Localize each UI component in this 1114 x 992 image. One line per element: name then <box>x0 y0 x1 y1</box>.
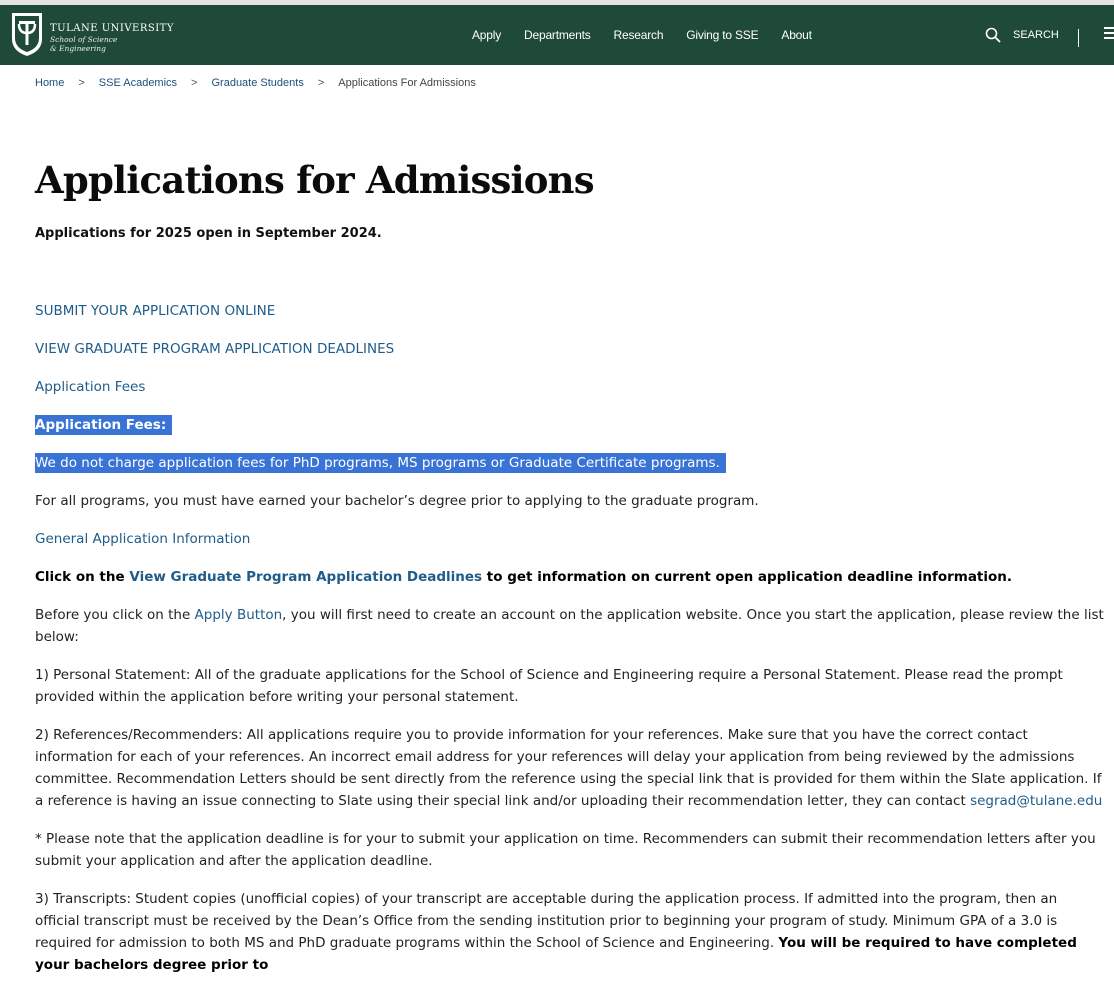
breadcrumb <box>35 77 476 89</box>
view-deadlines-link[interactable]: VIEW GRADUATE PROGRAM APPLICATION DEADLINES <box>35 341 395 357</box>
before-text-post: , you will first need to create an account on the application website. Once you start the application, please review the list below: <box>35 607 1104 645</box>
page-subhead: Applications for 2025 open in September 2024. <box>35 226 382 241</box>
general-info-link[interactable]: General Application Information <box>35 531 251 547</box>
breadcrumb-separator: > <box>317 77 325 89</box>
bachelor-requirement: For all programs, you must have earned your bachelor’s degree prior to applying to the graduate program. <box>35 493 759 509</box>
header-divider <box>1078 29 1079 47</box>
shield-logo-icon <box>10 11 44 57</box>
fees-heading-selected: Application Fees: <box>35 415 172 435</box>
personal-statement-item: 1) Personal Statement: All of the graduate applications for the School of Science and Engineering require a Personal Statement. Please read the prompt provided within the application before writing your personal statement. <box>35 667 1063 705</box>
before-text-pre: Before you click on the <box>35 607 195 623</box>
page-title: Applications for Admissions <box>35 158 594 202</box>
logo-school-name <box>50 35 117 53</box>
search-label: SEARCH <box>1013 29 1059 41</box>
tulane-logo[interactable] <box>10 11 174 59</box>
main-content <box>35 300 1105 992</box>
hamburger-menu-icon[interactable] <box>1104 27 1114 41</box>
click-text-pre: Click on the <box>35 569 130 585</box>
transcripts-bold-text: You will be required to have completed your bachelors degree prior to <box>35 935 1077 973</box>
fees-text-selected: We do not charge application fees for PhD programs, MS programs or Graduate Certificate programs. <box>35 453 726 473</box>
nav-giving[interactable]: Giving to SSE <box>686 28 759 42</box>
primary-nav <box>472 5 835 65</box>
breadcrumb-sse-academics[interactable]: SSE Academics <box>98 77 178 89</box>
apply-button-link[interactable]: Apply Button <box>194 607 283 623</box>
breadcrumb-home[interactable]: Home <box>35 77 65 89</box>
submit-application-link[interactable]: SUBMIT YOUR APPLICATION ONLINE <box>35 303 276 319</box>
before-apply-paragraph <box>35 604 1105 648</box>
deadline-note: * Please note that the application deadline is for your to submit your application on time. Recommenders can submit their recommendation letters after you submit your application and after the application deadline. <box>35 831 1096 869</box>
references-text: 2) References/Recommenders: All applications require you to provide information for your references. Make sure that you have the correct contact information for each of your references. An incorrect email address for your references will delay your application from being reviewed by the admissions committee. Recommendation Letters should be sent directly from the reference using the special link that is provided for them within the Slate application. If a reference is having an issue connecting to Slate using their special link and/or uploading their recommendation letter, they can contact <box>35 727 1102 809</box>
logo-sub-line-2: & Engineering <box>50 44 106 53</box>
transcripts-item <box>35 888 1105 976</box>
click-instruction <box>35 566 1105 588</box>
site-header <box>0 5 1114 65</box>
nav-apply[interactable]: Apply <box>472 28 502 42</box>
nav-about[interactable]: About <box>781 28 812 42</box>
breadcrumb-separator: > <box>78 77 85 89</box>
click-text-post: to get information on current open application deadline information. <box>482 569 1013 585</box>
logo-university-name: TULANE UNIVERSITY <box>50 23 174 34</box>
breadcrumb-graduate-students[interactable]: Graduate Students <box>211 77 304 89</box>
application-fees-link[interactable]: Application Fees <box>35 379 146 395</box>
search-button[interactable] <box>985 25 1059 45</box>
transcripts-text: 3) Transcripts: Student copies (unofficial copies) of your transcript are acceptable during the application process. If admitted into the program, then an official transcript must be received by the Dean’s Office from the sending institution prior to beginning your program of study. Minimum GPA of a 3.0 is required for admission to both MS and PhD graduate programs within the School of Science and Engineering. <box>35 891 1058 951</box>
breadcrumb-current: Applications For Admissions <box>338 77 476 89</box>
search-icon <box>985 27 1001 43</box>
nav-research[interactable]: Research <box>613 28 664 42</box>
segrad-email-link[interactable]: segrad@tulane.edu <box>970 793 1103 809</box>
logo-sub-line-1: School of Science <box>50 35 118 44</box>
breadcrumb-separator: > <box>191 77 198 89</box>
deadlines-inline-link[interactable]: View Graduate Program Application Deadlines <box>129 569 483 585</box>
references-item <box>35 724 1105 812</box>
nav-departments[interactable]: Departments <box>524 28 591 42</box>
